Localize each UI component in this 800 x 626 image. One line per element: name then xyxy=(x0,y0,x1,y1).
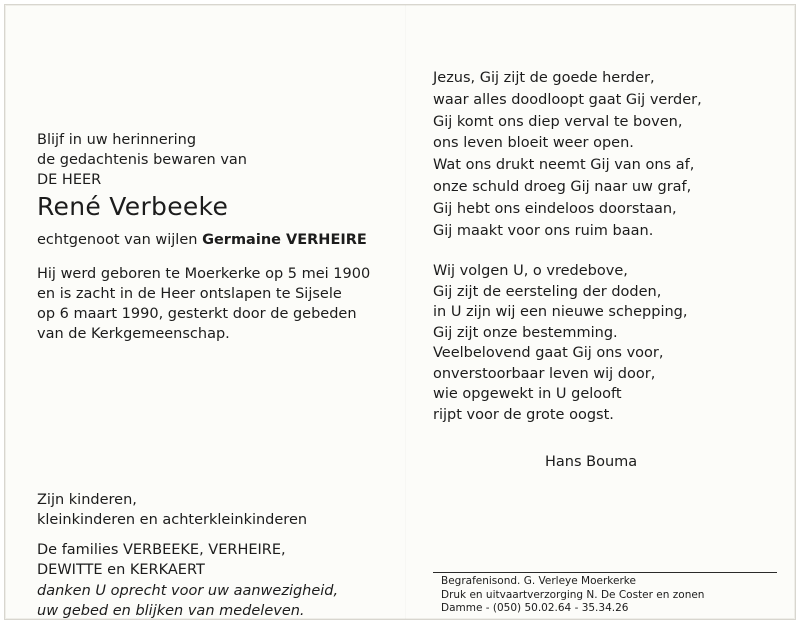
family-intro-line: kleinkinderen en achterkleinkinderen xyxy=(37,512,308,528)
bio-line: op 6 maart 1990, gesterkt door de gebeden xyxy=(37,306,357,322)
printer-divider xyxy=(433,572,777,573)
poem-line: onverstoorbaar leven wij door, xyxy=(433,365,656,382)
families-line: DEWITTE en KERKAERT xyxy=(37,562,205,578)
bio-line: Hij werd geboren te Moerkerke op 5 mei 1900 xyxy=(37,266,371,282)
poem-line: Jezus, Gij zijt de goede herder, xyxy=(433,70,655,86)
poem-line: waar alles doodloopt gaat Gij verder, xyxy=(433,91,702,108)
family-intro-line: Zijn kinderen, xyxy=(37,492,137,508)
poem-stanza-2 xyxy=(433,261,687,425)
thanks-line: danken U oprecht voor uw aanwezigheid, xyxy=(37,583,339,599)
thanks-line: uw gebed en blijken van medeleven. xyxy=(37,603,305,619)
biography xyxy=(37,264,370,344)
bio-line: van de Kerkgemeenschap. xyxy=(37,326,230,342)
memorial-card xyxy=(4,4,796,620)
intro-line: de gedachtenis bewaren van xyxy=(37,152,247,168)
poem-line: wie opgewekt in U gelooft xyxy=(433,386,622,402)
poem-line: Gij zijt de eersteling der doden, xyxy=(433,283,662,300)
printer-line: Begrafenisond. G. Verleye Moerkerke xyxy=(441,575,636,587)
thanks-text xyxy=(37,581,338,621)
spouse-name: Germaine VERHEIRE xyxy=(202,232,367,248)
families xyxy=(37,540,286,580)
bio-line: en is zacht in de Heer ontslapen te Sijsele xyxy=(37,286,342,302)
printer-credits xyxy=(441,575,704,616)
spouse-prefix: echtgenoot van wijlen xyxy=(37,232,198,248)
poem-line: rijpt voor de grote oogst. xyxy=(433,406,614,423)
poem-author: Hans Bouma xyxy=(545,454,638,470)
poem-line: Veelbelovend gaat Gij ons voor, xyxy=(433,345,664,361)
families-line: De families VERBEEKE, VERHEIRE, xyxy=(37,542,286,558)
poem-line: in U zijn wij een nieuwe schepping, xyxy=(433,304,688,320)
printer-line: Damme - (050) 50.02.64 - 35.34.26 xyxy=(441,602,629,614)
poem-line: ons leven bloeit weer open. xyxy=(433,135,634,152)
family-intro xyxy=(37,490,307,530)
poem-stanza-1 xyxy=(433,68,702,242)
poem-line: Gij hebt ons eindeloos doorstaan, xyxy=(433,200,677,217)
fold-line xyxy=(405,5,406,619)
intro-line: Blijf in uw herinnering xyxy=(37,132,197,148)
spouse-line xyxy=(37,230,367,250)
poem-line: Wij volgen U, o vredebove, xyxy=(433,263,628,279)
poem-line: Gij komt ons diep verval te boven, xyxy=(433,113,683,130)
intro-text xyxy=(37,130,247,190)
poem-line: Gij maakt voor ons ruim baan. xyxy=(433,222,654,239)
poem-line: Gij zijt onze bestemming. xyxy=(433,324,618,341)
printer-line: Druk en uitvaartverzorging N. De Coster en zonen xyxy=(441,588,705,601)
poem-line: onze schuld droeg Gij naar uw graf, xyxy=(433,178,692,195)
poem-line: Wat ons drukt neemt Gij van ons af, xyxy=(433,157,695,174)
deceased-name: René Verbeeke xyxy=(37,192,229,221)
intro-line: DE HEER xyxy=(37,172,102,188)
